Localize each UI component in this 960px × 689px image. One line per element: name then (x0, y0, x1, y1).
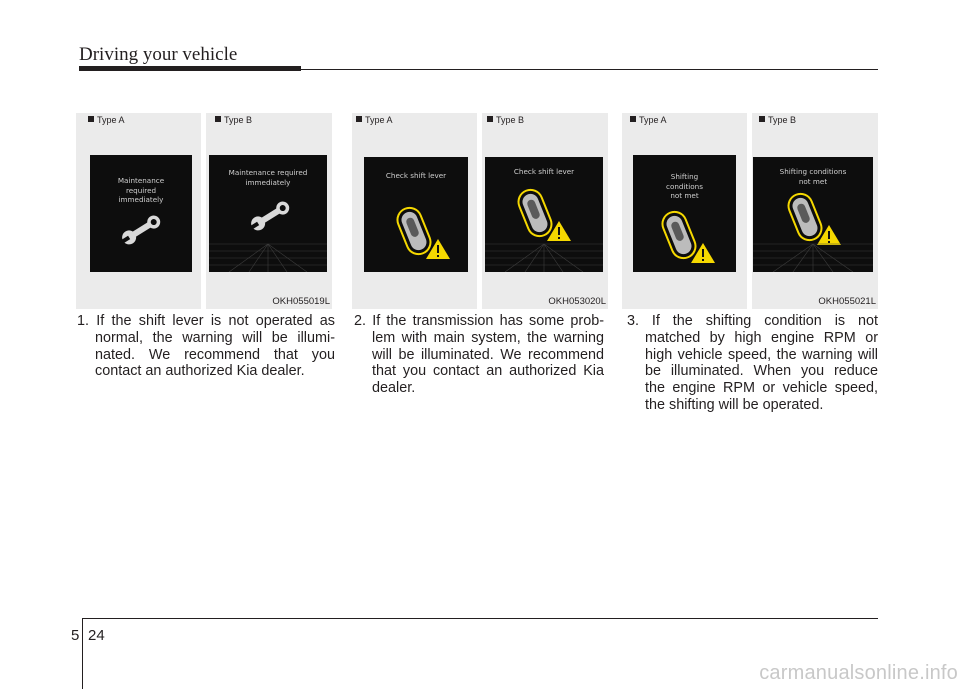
figure-panel-check-shift-lever (352, 113, 608, 309)
type-a-label: Type A (356, 115, 393, 125)
screen-message: Shifting conditions not met (779, 167, 847, 186)
floor-grid-graphic (753, 236, 873, 272)
paragraph-line: 2. If the transmission has some prob- (354, 313, 604, 329)
page-number: 24 (88, 627, 105, 644)
paragraph-line: be illuminated. When you reduce (645, 363, 878, 380)
figure-code: OKH055021L (818, 296, 876, 307)
figure-panel-shifting-conditions (622, 113, 878, 309)
footer-vertical-rule (82, 618, 83, 689)
figure-code: OKH055019L (272, 296, 330, 307)
page-header-title: Driving your vehicle (79, 44, 238, 65)
screen-type-b (485, 157, 603, 272)
screen-message: Shifting conditions not met (666, 172, 703, 200)
type-a-label: Type A (88, 115, 125, 125)
type-b-label: Type B (759, 115, 796, 125)
shift-lever-warning-icon (394, 201, 454, 263)
screen-type-b (753, 157, 873, 272)
screen-message: Check shift lever (385, 171, 447, 180)
type-a-label: Type A (630, 115, 667, 125)
panel-divider (747, 113, 752, 309)
paragraph-line: high vehicle speed, the warning will (645, 346, 878, 363)
paragraph-line: that you contact an authorized Kia (372, 363, 604, 380)
paragraph-line: will be illuminated. We recommend (372, 346, 604, 363)
paragraph-3 (627, 313, 878, 414)
paragraph-line: the shifting will be operated. (645, 396, 824, 413)
shift-lever-warning-icon (659, 205, 719, 267)
figure-panel-maintenance (76, 113, 332, 309)
paragraph-line: normal, the warning will be illumi- (95, 329, 335, 346)
paragraph-line: contact an authorized Kia dealer. (95, 363, 305, 380)
paragraph-line: 1. If the shift lever is not operated as (77, 313, 335, 329)
floor-grid-graphic (485, 236, 603, 272)
chapter-number: 5 (71, 627, 80, 644)
panel-divider (477, 113, 482, 309)
type-b-label: Type B (215, 115, 252, 125)
paragraph-2 (354, 313, 604, 397)
screen-type-b (209, 155, 327, 272)
header-rule-thin (301, 69, 878, 70)
screen-type-a (364, 157, 468, 272)
header-rule-thick (79, 66, 301, 71)
screen-type-a (633, 155, 736, 272)
paragraph-line: dealer. (372, 380, 416, 397)
floor-grid-graphic (209, 236, 327, 272)
screen-message: Check shift lever (513, 167, 575, 176)
panel-divider (201, 113, 206, 309)
paragraph-line: matched by high engine RPM or (645, 329, 878, 346)
screen-type-a (90, 155, 192, 272)
type-b-label: Type B (487, 115, 524, 125)
footer-horizontal-rule (82, 618, 878, 619)
paragraph-1 (77, 313, 335, 380)
paragraph-line: the engine RPM or vehicle speed, (645, 380, 878, 397)
paragraph-line: nated. We recommend that you (95, 346, 335, 363)
screen-message: Maintenance required immediately (228, 168, 308, 187)
paragraph-line: 3. If the shifting condition is not (627, 313, 878, 329)
wrench-icon (118, 213, 164, 247)
screen-message: Maintenance required immediately (117, 176, 165, 204)
paragraph-line: lem with main system, the warning (372, 329, 604, 346)
wrench-icon (247, 199, 293, 233)
figure-code: OKH053020L (548, 296, 606, 307)
watermark-text: carmanualsonline.info (759, 662, 958, 684)
